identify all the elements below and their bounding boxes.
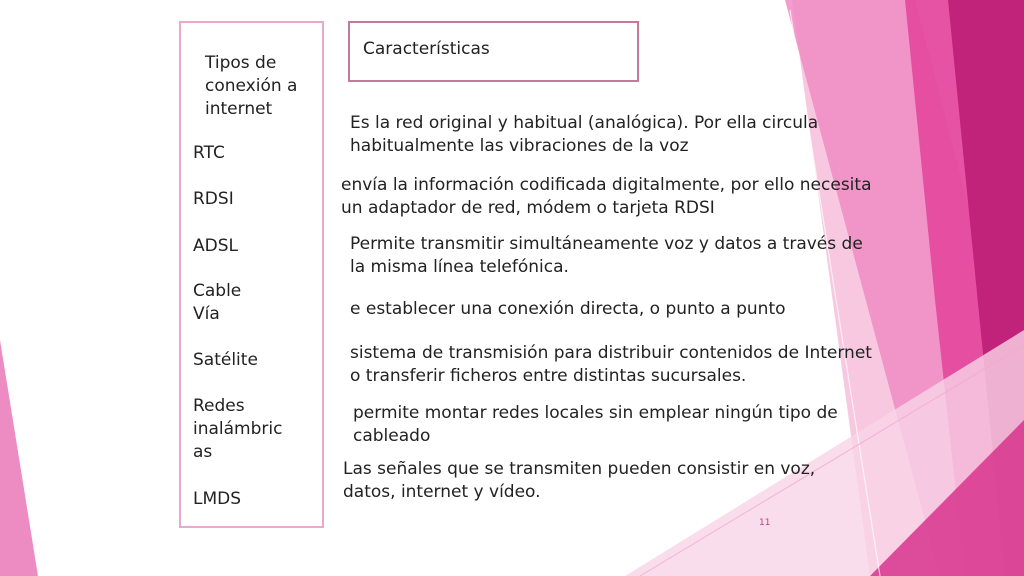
type-label: Redes [193,396,245,416]
description-cable-via [350,298,786,321]
description-line: habitualmente las vibraciones de la voz [350,136,689,156]
type-label: ADSL [193,236,238,256]
left-accent-triangle [0,340,38,576]
description-line: cableado [353,426,431,446]
type-adsl [193,235,313,258]
type-label: LMDS [193,489,242,509]
page-number: 11 [759,518,771,528]
heading-line: Tipos de [205,53,277,73]
description-adsl [350,233,863,279]
connection-types-heading [205,52,315,121]
type-lmds [193,488,313,511]
type-redes-inalambricas [193,395,313,464]
description-lmds [343,458,815,504]
heading-line: conexión a [205,76,298,96]
description-line: datos, internet y vídeo. [343,482,541,502]
characteristics-header-box [348,21,639,82]
description-rtc [350,112,818,158]
description-line: Permite transmitir simultáneamente voz y datos a través de [350,234,863,254]
type-label: RTC [193,143,225,163]
description-line: la misma línea telefónica. [350,257,569,277]
description-line: Las señales que se transmiten pueden consistir en voz, [343,459,816,479]
type-rdsi [193,188,313,211]
description-line: e establecer una conexión directa, o punto a punto [350,299,786,319]
type-label: inalámbric [193,419,283,439]
type-label: RDSI [193,189,234,209]
description-line: un adaptador de red, módem o tarjeta RDSI [341,198,715,218]
description-redes-inalambricas [353,402,838,448]
heading-line: internet [205,99,273,119]
type-label: Satélite [193,350,258,370]
characteristics-title: Características [363,39,490,59]
description-satelite [350,342,872,388]
description-line: envía la información codificada digitalmente, por ello necesita [341,175,872,195]
type-label: Cable [193,281,242,301]
description-line: o transferir ficheros entre distintas sucursales. [350,366,747,386]
type-label: Vía [193,304,220,324]
description-line: sistema de transmisión para distribuir contenidos de Internet [350,343,872,363]
description-line: Es la red original y habitual (analógica). Por ella circula [350,113,819,133]
type-satelite [193,349,313,372]
description-rdsi [341,174,872,220]
type-label: as [193,442,213,462]
type-cable-via [193,280,313,326]
type-rtc [193,142,313,165]
description-line: permite montar redes locales sin emplear ningún tipo de [353,403,838,423]
